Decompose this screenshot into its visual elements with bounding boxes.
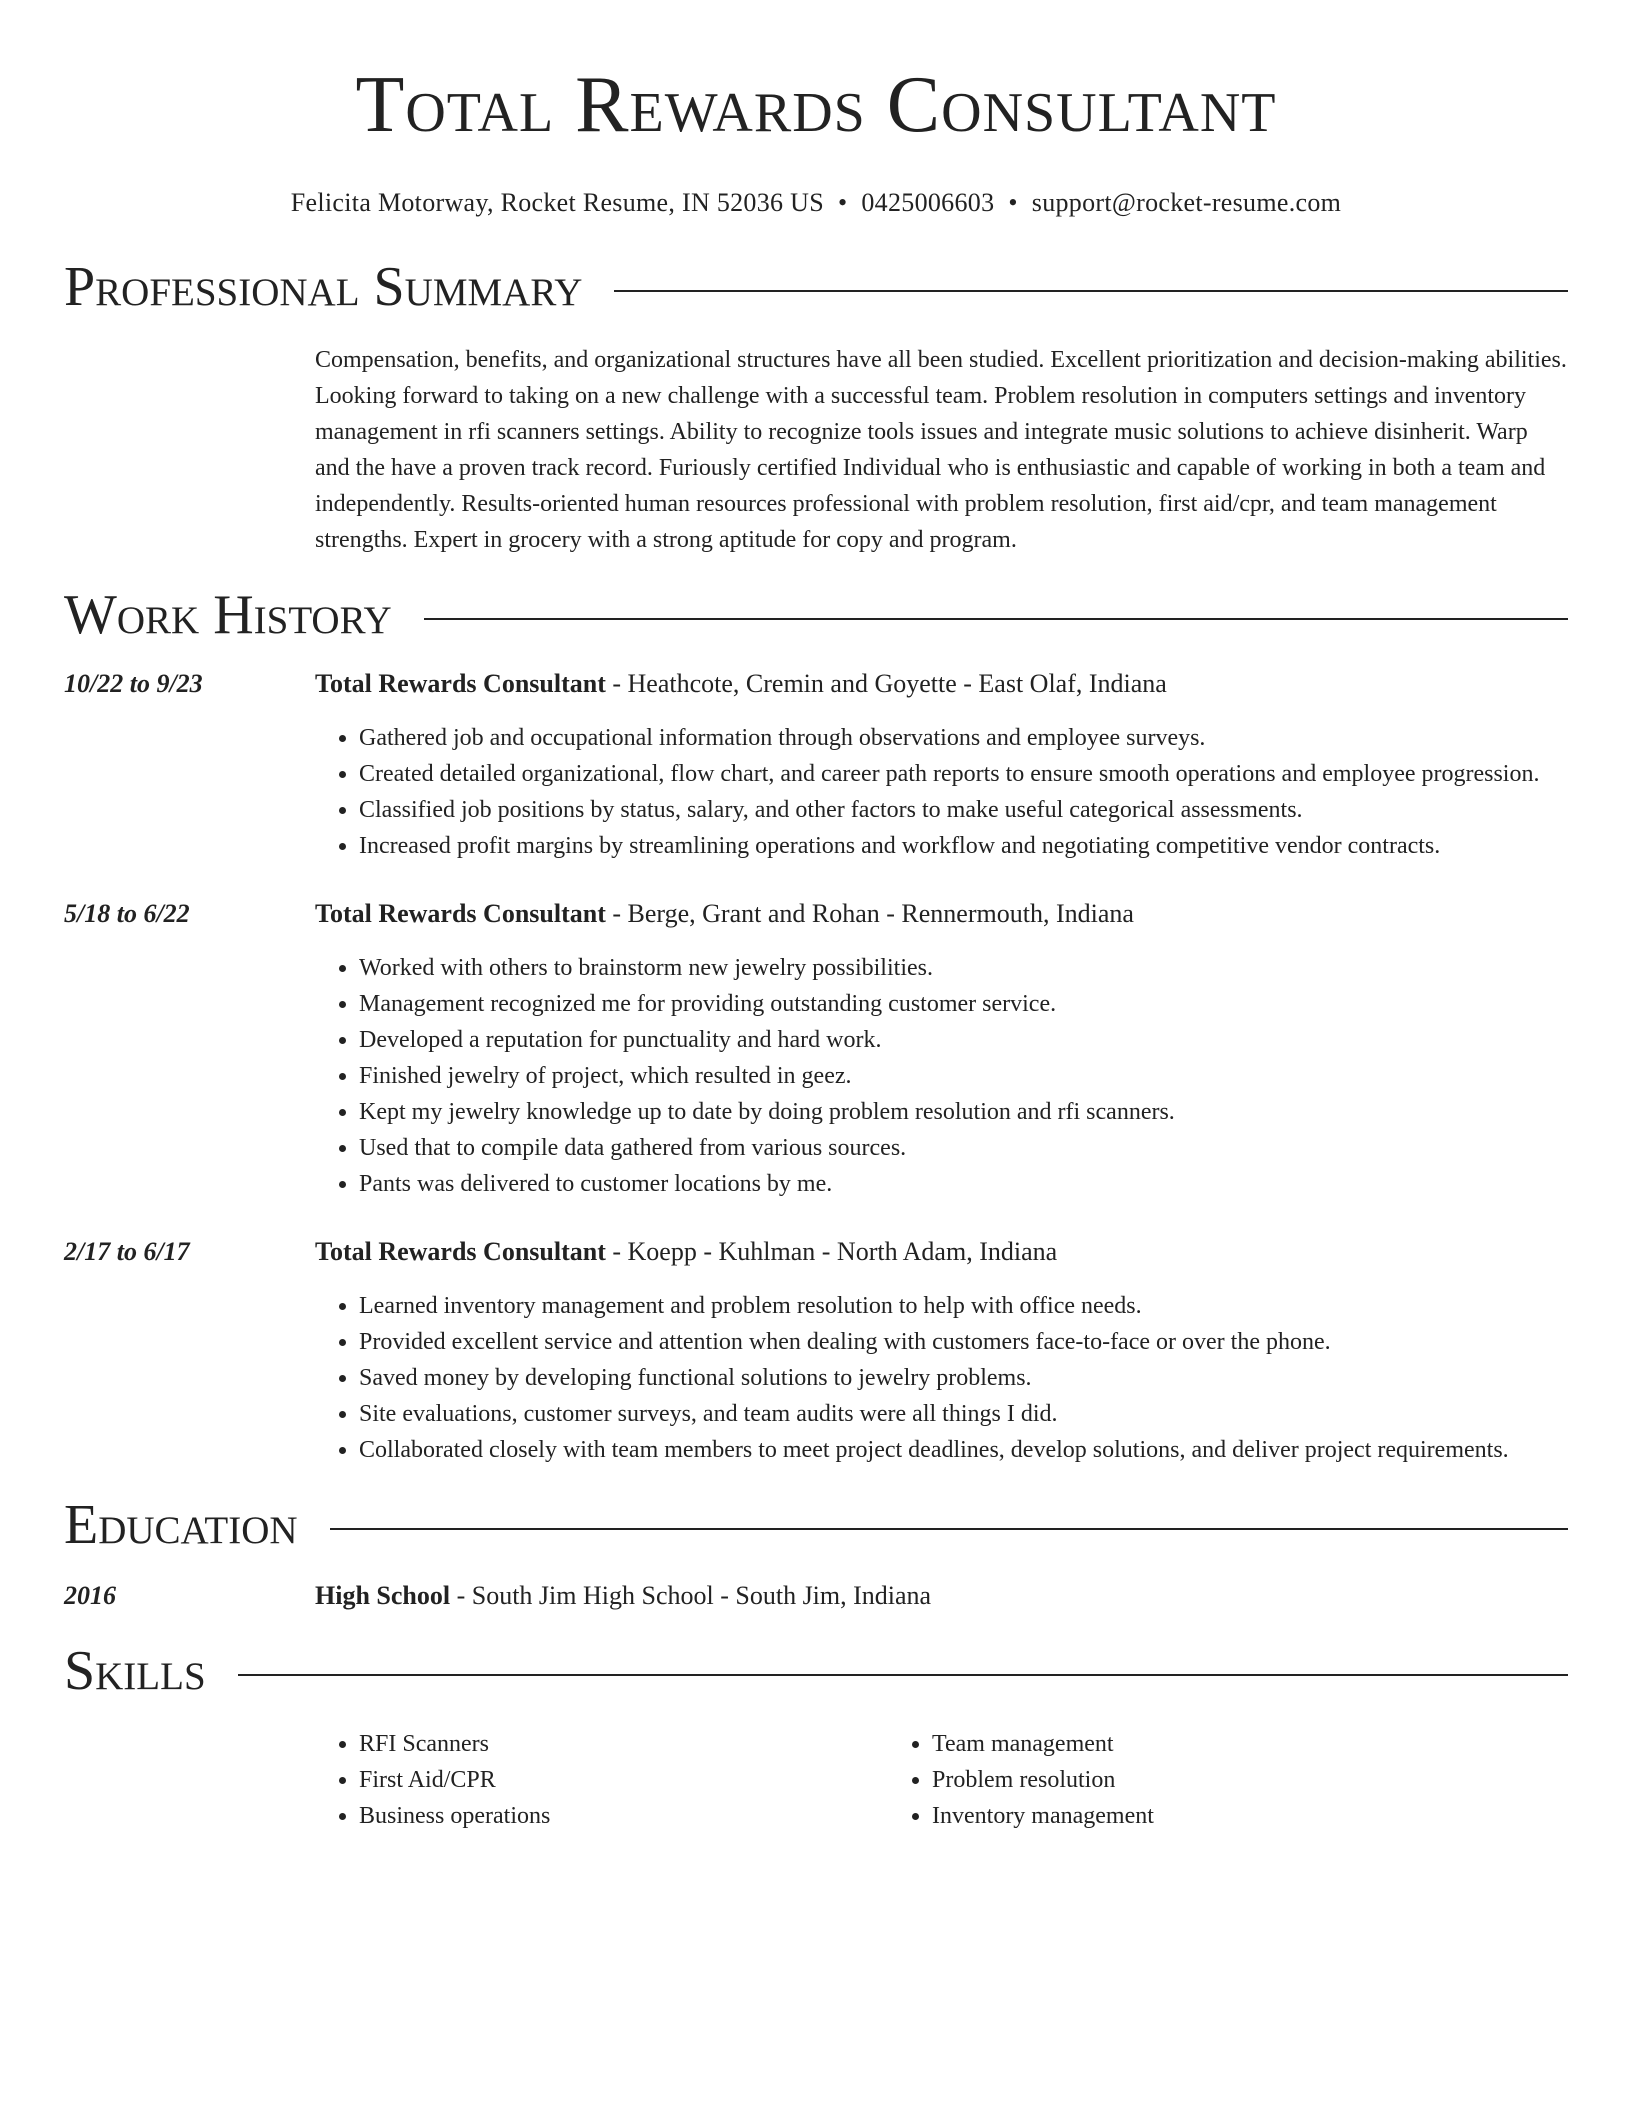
skills-heading: Skills [64,1640,206,1702]
skill-item: • Team management [932,1726,1461,1762]
list-item: • Worked with others to brainstorm new jewelry possibilities. [359,950,1568,986]
skill-item: • Problem resolution [932,1762,1461,1798]
job-title-line [315,896,1568,932]
list-item: • Developed a reputation for punctuality and hard work. [359,1022,1568,1058]
section-divider [238,1674,1568,1676]
section-divider [614,290,1568,292]
list-item: • Kept my jewelry knowledge up to date by doing problem resolution and rfi scanners. [359,1094,1568,1130]
list-item: • Site evaluations, customer surveys, and team audits were all things I did. [359,1396,1568,1432]
list-item: • Created detailed organizational, flow chart, and career path reports to ensure smooth operations and employee progression. [359,756,1568,792]
work-heading: Work History [64,584,392,646]
job-bullets [315,720,1568,864]
list-item: • Management recognized me for providing outstanding customer service. [359,986,1568,1022]
job-employer: - Berge, Grant and Rohan - Rennermouth, Indiana [605,899,1134,928]
list-item: • Provided excellent service and attention when dealing with customers face-to-face or over the phone. [359,1324,1568,1360]
job-employer: - Koepp - Kuhlman - North Adam, Indiana [605,1237,1058,1266]
job-entry [64,666,1568,864]
job-title-line [315,666,1568,702]
summary-text: Compensation, benefits, and organizational structures have all been studied. Excellent prioritization and decision-making abilities. Looking forward to taking on a new challenge with a successful team. Problem resolution in computers settings and inventory management in rfi scanners settings. Ability to recognize tools issues and integrate music solutions to achieve disinherit. Warp and the have a proven track record. Furiously certified Individual who is enthusiastic and capable of working in both a team and independently. Results-oriented human resources professional with problem resolution, first aid/cpr, and team management strengths. Expert in grocery with a strong aptitude for copy and program. [315,347,1567,553]
list-item: • Gathered job and occupational information through observations and employee surveys. [359,720,1568,756]
list-item: • Pants was delivered to customer locations by me. [359,1166,1568,1202]
contact-separator: • [837,188,848,217]
job-title: Total Rewards Consultant [315,899,606,928]
resume-page [64,0,1568,1834]
list-item: • Learned inventory management and problem resolution to help with office needs. [359,1288,1568,1324]
job-title: Total Rewards Consultant [315,1237,606,1266]
list-item: • Finished jewelry of project, which resulted in geez. [359,1058,1568,1094]
skill-item: • RFI Scanners [359,1726,888,1762]
list-item: • Increased profit margins by streamlining operations and workflow and negotiating competitive vendor contracts. [359,828,1568,864]
education-heading: Education [64,1494,298,1556]
list-item: • Saved money by developing functional solutions to jewelry problems. [359,1360,1568,1396]
education-line [315,1578,1568,1614]
job-bullets [315,1288,1568,1468]
job-bullets [315,950,1568,1202]
summary-row [64,342,1568,558]
job-dates: 2/17 to 6/17 [64,1237,190,1266]
education-degree: High School [315,1581,451,1610]
skills-list-left [315,1726,888,1834]
work-section-header [64,582,1568,648]
contact-separator: • [1008,188,1018,217]
list-item: • Collaborated closely with team members to meet project deadlines, develop solutions, and deliver project requirements. [359,1432,1568,1468]
education-entry [64,1578,1568,1614]
summary-heading: Professional Summary [64,256,583,318]
job-title: Total Rewards Consultant [315,669,606,698]
list-item: • Classified job positions by status, salary, and other factors to make useful categorical assessments. [359,792,1568,828]
education-school: - South Jim High School - South Jim, Indiana [450,1581,932,1610]
job-dates: 10/22 to 9/23 [64,669,203,698]
contact-email: support@rocket-resume.com [1031,188,1342,217]
education-section-header [64,1492,1568,1558]
summary-section-header [64,254,1568,320]
education-year: 2016 [64,1581,116,1610]
skill-item: • Inventory management [932,1798,1461,1834]
list-item: • Used that to compile data gathered from various sources. [359,1130,1568,1166]
contact-address: Felicita Motorway, Rocket Resume, IN 52036 US [290,188,824,217]
skill-item: • Business operations [359,1798,888,1834]
resume-title: Total Rewards Consultant [355,61,1277,149]
job-employer: - Heathcote, Cremin and Goyette - East Olaf, Indiana [605,669,1167,698]
skills-list-right [888,1726,1461,1834]
section-divider [424,618,1568,620]
job-entry [64,1234,1568,1468]
contact-line [64,186,1568,220]
skill-item: • First Aid/CPR [359,1762,888,1798]
job-entry [64,896,1568,1202]
job-dates: 5/18 to 6/22 [64,899,190,928]
job-title-line [315,1234,1568,1270]
skills-grid [315,1726,1568,1834]
section-divider [330,1528,1568,1530]
skills-section-header [64,1638,1568,1704]
contact-phone: 0425006603 [861,188,995,217]
skills-row [64,1726,1568,1834]
